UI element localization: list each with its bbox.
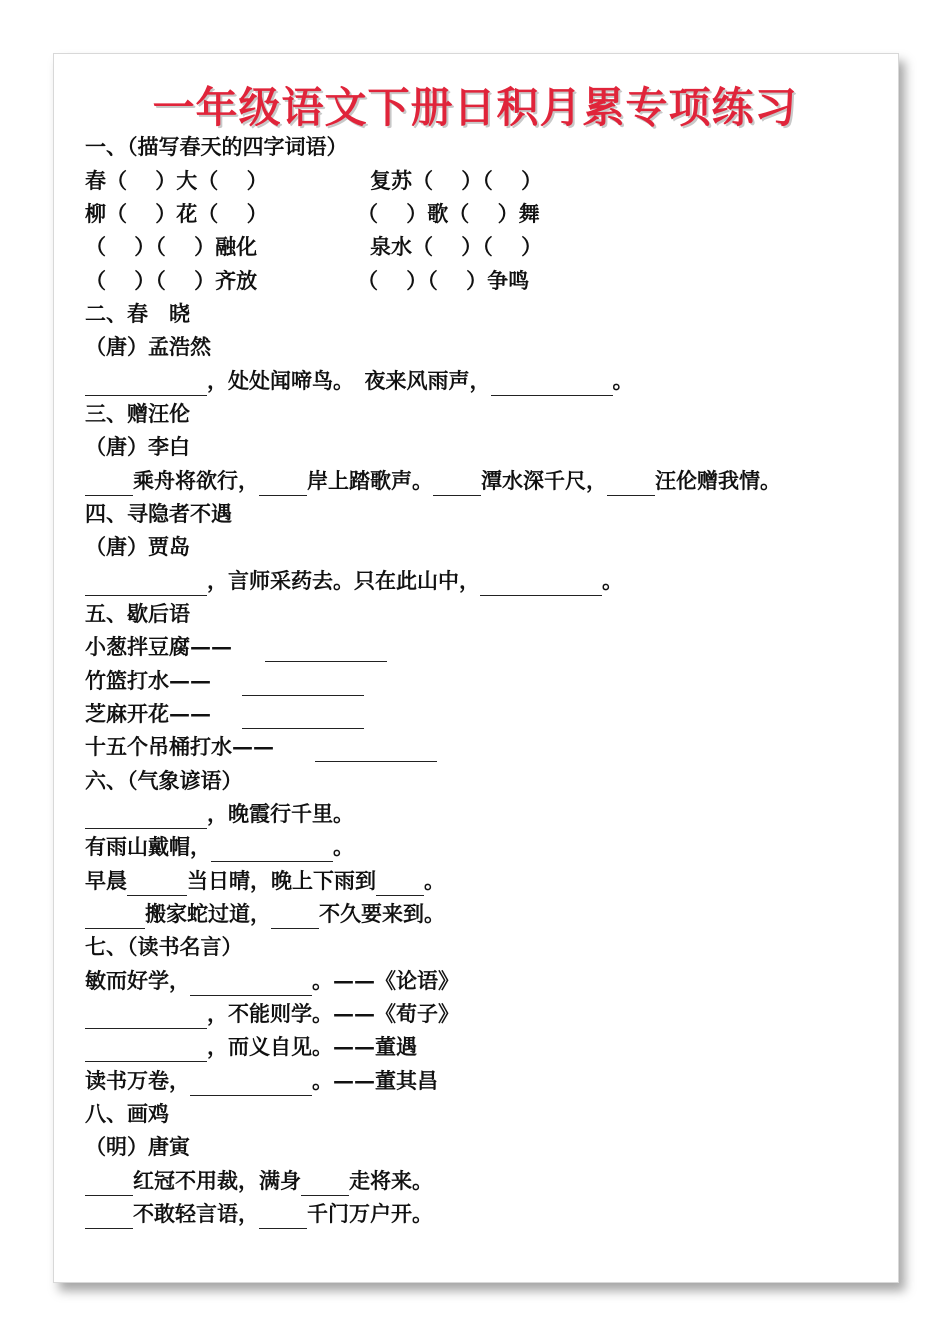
answer-blank[interactable] <box>607 471 655 496</box>
section-5-heading: 五、歇后语 <box>85 601 190 626</box>
s1-row3-left: （ ）（ ）融化 <box>85 234 258 259</box>
s3-p3: 潭水深千尺， <box>481 468 607 493</box>
section-1-heading: 一、（描写春天的四字词语） <box>85 134 348 159</box>
answer-blank[interactable] <box>85 471 133 496</box>
s6-l4a: 搬家蛇过道， <box>145 901 271 926</box>
s2-line <box>85 366 634 396</box>
answer-blank[interactable] <box>315 737 437 762</box>
s8-l1a: 红冠不用裁，满身 <box>133 1168 301 1193</box>
section-6-heading: 六、（气象谚语） <box>85 768 243 793</box>
s6-l1: ，晚霞行千里。 <box>207 801 354 826</box>
answer-blank[interactable] <box>376 871 424 896</box>
s2-text: ，处处闻啼鸟。 夜来风雨声， <box>207 368 491 393</box>
xiehouyu-item <box>85 666 364 696</box>
s8-line <box>85 1199 433 1229</box>
answer-blank[interactable] <box>271 904 319 929</box>
answer-blank[interactable] <box>85 371 207 396</box>
answer-blank[interactable] <box>301 1171 349 1196</box>
xiehouyu-text: 十五个吊桶打水—— <box>85 734 274 759</box>
s6-l2b: 。 <box>333 834 354 859</box>
s7-line <box>85 1032 417 1062</box>
s7-line <box>85 966 459 996</box>
s4-text: ，言师采药去。只在此山中， <box>207 568 480 593</box>
s8-l2b: 千门万户开。 <box>307 1201 433 1226</box>
answer-blank[interactable] <box>433 471 481 496</box>
s3-p4: 汪伦赠我情。 <box>655 468 781 493</box>
poem-author: （唐）李白 <box>85 434 190 459</box>
s2-end: 。 <box>612 368 634 393</box>
s3-p1: 乘舟将欲行， <box>133 468 259 493</box>
answer-blank[interactable] <box>259 1204 307 1229</box>
s7-line <box>85 999 459 1029</box>
s6-line <box>85 866 445 896</box>
section-8-heading: 八、画鸡 <box>85 1101 169 1126</box>
answer-blank[interactable] <box>85 1037 207 1062</box>
s4-line <box>85 566 623 596</box>
s1-row2-left: 柳（ ）花（ ） <box>85 201 268 226</box>
section-4-heading: 四、寻隐者不遇 <box>85 501 232 526</box>
poem-author: （唐）贾岛 <box>85 534 190 559</box>
s6-l3c: 。 <box>424 868 445 893</box>
page-title: 一年级语文下册日积月累专项练习 <box>152 83 798 132</box>
s3-p2: 岸上踏歌声。 <box>307 468 433 493</box>
s1-row4-right: （ ）（ ）争鸣 <box>357 268 530 293</box>
s6-l2a: 有雨山戴帽， <box>85 834 211 859</box>
section-3-heading: 三、赠汪伦 <box>85 401 190 426</box>
s1-row3-right: 泉水（ ）（ ） <box>370 234 543 259</box>
s1-row <box>85 166 542 196</box>
s1-row <box>85 266 529 296</box>
s6-line <box>85 832 354 862</box>
poem-author: （明）唐寅 <box>85 1134 190 1159</box>
answer-blank[interactable] <box>85 904 145 929</box>
answer-blank[interactable] <box>190 971 312 996</box>
answer-blank[interactable] <box>265 637 387 662</box>
xiehouyu-item <box>85 632 387 662</box>
xiehouyu-text: 小葱拌豆腐—— <box>85 634 232 659</box>
s8-l2a: 不敢轻言语， <box>133 1201 259 1226</box>
answer-blank[interactable] <box>85 1004 207 1029</box>
answer-blank[interactable] <box>491 371 613 396</box>
answer-blank[interactable] <box>480 571 602 596</box>
s6-l4b: 不久要来到。 <box>319 901 445 926</box>
s8-l1b: 走将来。 <box>349 1168 433 1193</box>
answer-blank[interactable] <box>85 571 207 596</box>
s3-line <box>85 466 781 496</box>
s6-l3b: 当日晴，晚上下雨到 <box>187 868 376 893</box>
s7-line <box>85 1066 438 1096</box>
answer-blank[interactable] <box>190 1071 312 1096</box>
section-2-heading: 二、春 晓 <box>85 301 190 326</box>
answer-blank[interactable] <box>85 1204 133 1229</box>
s1-row1-right: 复苏（ ）（ ） <box>370 168 543 193</box>
poem-author: （唐）孟浩然 <box>85 334 211 359</box>
s4-end: 。 <box>602 568 623 593</box>
s1-row <box>85 232 542 262</box>
xiehouyu-item <box>85 699 364 729</box>
xiehouyu-text: 芝麻开花—— <box>85 701 211 726</box>
s1-row <box>85 199 540 229</box>
xiehouyu-item <box>85 732 437 762</box>
s1-row4-left: （ ）（ ）齐放 <box>85 268 258 293</box>
xiehouyu-text: 竹篮打水—— <box>85 668 211 693</box>
answer-blank[interactable] <box>85 804 207 829</box>
s7-l1a: 敏而好学， <box>85 968 190 993</box>
s7-l3: ，而义自见。——董遇 <box>207 1034 417 1059</box>
section-7-heading: 七、（读书名言） <box>85 934 243 959</box>
s6-line <box>85 899 445 929</box>
s7-l4b: 。——董其昌 <box>312 1068 438 1093</box>
s1-row1-left: 春（ ）大（ ） <box>85 168 268 193</box>
answer-blank[interactable] <box>259 471 307 496</box>
answer-blank[interactable] <box>242 671 364 696</box>
s7-l4a: 读书万卷， <box>85 1068 190 1093</box>
answer-blank[interactable] <box>211 837 333 862</box>
s8-line <box>85 1166 433 1196</box>
answer-blank[interactable] <box>127 871 187 896</box>
s7-l1b: 。——《论语》 <box>312 968 459 993</box>
s1-row2-right: （ ）歌（ ）舞 <box>357 201 540 226</box>
s6-l3a: 早晨 <box>85 868 127 893</box>
s7-l2: ，不能则学。——《荀子》 <box>207 1001 459 1026</box>
answer-blank[interactable] <box>242 704 364 729</box>
s6-line <box>85 799 354 829</box>
answer-blank[interactable] <box>85 1171 133 1196</box>
